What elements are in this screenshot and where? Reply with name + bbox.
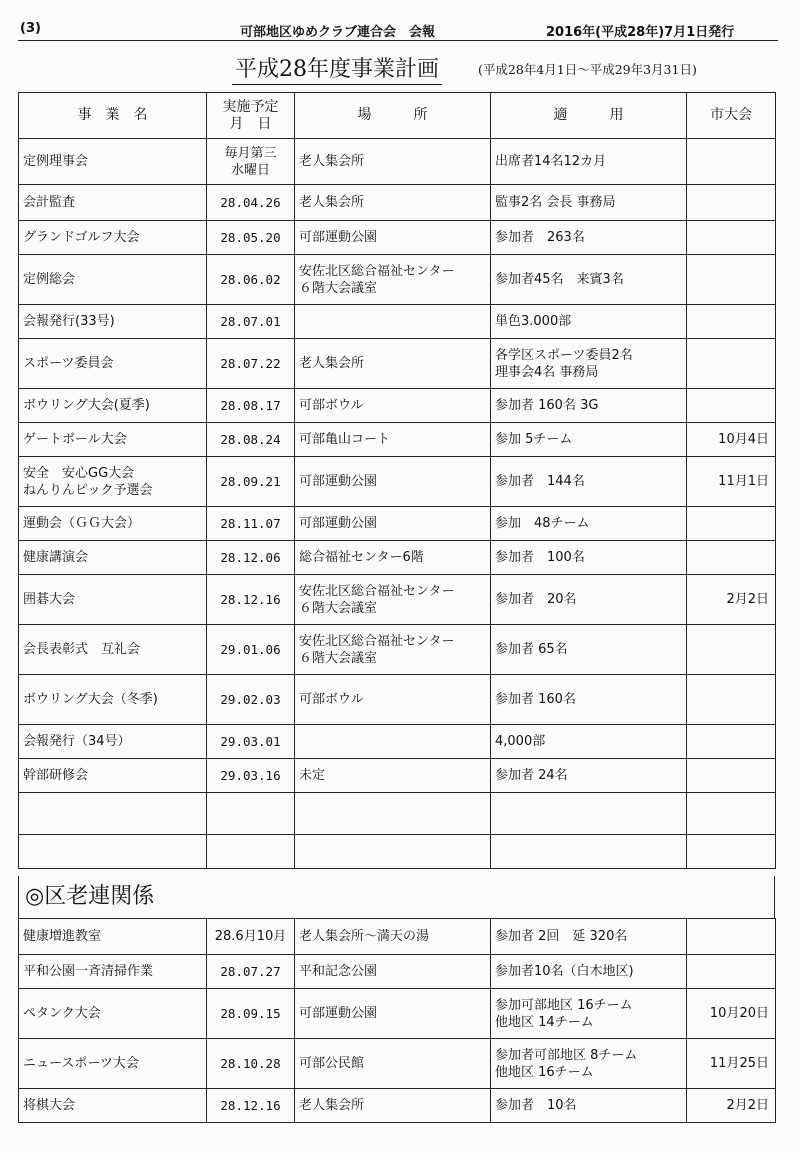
event-name-cell (19, 423, 207, 457)
city-tournament-cell (687, 305, 776, 339)
event-name-line: 健康増進教室 (23, 929, 102, 944)
date-line: 28.07.01 (220, 314, 281, 329)
place-line: 可部亀山コート (299, 432, 391, 447)
table-row (19, 575, 776, 625)
date-cell (207, 1089, 295, 1123)
notes-cell (491, 675, 687, 725)
event-name-cell (19, 457, 207, 507)
event-name-line: ゲートボール大会 (23, 432, 127, 447)
header-place: 場 所 (295, 93, 491, 139)
date-cell (207, 725, 295, 759)
place-cell (295, 457, 491, 507)
event-name-cell (19, 507, 207, 541)
date-line: 水曜日 (230, 162, 270, 178)
date-cell (207, 139, 295, 185)
date-cell (207, 759, 295, 793)
notes-line: 単色3.000部 (495, 314, 572, 329)
notes-line: 参加者 100名 (495, 550, 585, 565)
notes-cell (491, 255, 687, 305)
place-cell (295, 185, 491, 221)
place-cell (295, 541, 491, 575)
city-tournament-cell (687, 675, 776, 725)
date-cell (207, 457, 295, 507)
place-line: 老人集会所 (299, 195, 365, 210)
city-tournament-cell (687, 955, 776, 989)
place-cell (295, 793, 491, 835)
date-cell (207, 423, 295, 457)
place-cell (295, 955, 491, 989)
notes-cell (491, 339, 687, 389)
event-name-line: 将棋大会 (23, 1098, 76, 1113)
event-name-cell (19, 1089, 207, 1123)
place-cell (295, 919, 491, 955)
event-name-line: ニュースポーツ大会 (23, 1056, 139, 1071)
place-line: 未定 (299, 768, 326, 783)
table-row (19, 1039, 776, 1089)
table-row (19, 339, 776, 389)
place-line: 可部ボウル (299, 398, 364, 413)
notes-line: 参加者 20名 (495, 592, 577, 607)
notes-cell (491, 423, 687, 457)
place-cell (295, 1089, 491, 1123)
table-row (19, 255, 776, 305)
issue-date: 2016年(平成28年)7月1日発行 (546, 25, 735, 40)
notes-line: 参加可部地区 16チーム (495, 997, 633, 1013)
place-cell (295, 625, 491, 675)
notes-cell (491, 835, 687, 869)
date-line: 29.03.16 (220, 768, 281, 783)
notes-line: 4,000部 (495, 734, 546, 749)
table-row (19, 389, 776, 423)
event-name-cell (19, 625, 207, 675)
event-name-line: 会報発行（34号） (23, 734, 131, 749)
place-cell (295, 675, 491, 725)
place-line: 総合福祉センター6階 (299, 550, 424, 565)
event-name-cell (19, 185, 207, 221)
place-line: 可部ボウル (299, 692, 364, 707)
date-cell (207, 389, 295, 423)
city-tournament-cell: 2月2日 (687, 575, 776, 625)
event-name-cell (19, 919, 207, 955)
page-title: 平成28年度事業計画 (232, 52, 442, 85)
city-tournament-cell (687, 221, 776, 255)
place-line: ６階大会議室 (299, 600, 378, 616)
date-cell (207, 507, 295, 541)
date-cell (207, 989, 295, 1039)
place-line: 老人集会所 (299, 356, 365, 371)
table-row (19, 541, 776, 575)
date-cell (207, 835, 295, 869)
notes-cell (491, 919, 687, 955)
event-name-cell (19, 835, 207, 869)
place-line: 安佐北区総合福祉センター (299, 263, 455, 279)
event-name-cell (19, 793, 207, 835)
notes-line: 参加者 160名 3G (495, 398, 599, 413)
city-tournament-cell (687, 507, 776, 541)
event-name-line: 平和公園一斉清掃作業 (23, 964, 154, 979)
notes-line: 各学区スポーツ委員2名 (495, 347, 633, 363)
table-row (19, 759, 776, 793)
event-name-line: 健康講演会 (23, 550, 89, 565)
event-name-line: ボウリング大会(夏季) (23, 398, 150, 413)
notes-line: 参加 5チーム (495, 432, 573, 447)
event-name-line: スポーツ委員会 (23, 356, 114, 371)
place-line: 安佐北区総合福祉センター (299, 583, 455, 599)
event-name-cell (19, 221, 207, 255)
place-line: 可部運動公園 (299, 516, 378, 531)
section-ward-association: ◎区老連関係 (18, 876, 775, 918)
notes-line: 他地区 16チーム (495, 1064, 594, 1080)
notes-cell (491, 725, 687, 759)
header-date-line-1: 実施予定 (222, 98, 279, 115)
newsletter-name: 可部地区ゆめクラブ連合会 会報 (240, 25, 436, 40)
event-name-line: ペタンク大会 (23, 1006, 101, 1021)
notes-cell (491, 139, 687, 185)
event-name-line: 会計監査 (23, 195, 76, 210)
date-line: 28.08.24 (220, 432, 281, 447)
event-name-cell (19, 139, 207, 185)
date-line: 28.09.21 (220, 474, 281, 489)
date-cell (207, 1039, 295, 1089)
city-tournament-cell: 11月25日 (687, 1039, 776, 1089)
table-row (19, 221, 776, 255)
notes-cell (491, 221, 687, 255)
notes-cell (491, 507, 687, 541)
table-row (19, 625, 776, 675)
notes-line: 参加 48チーム (495, 516, 590, 531)
city-tournament-cell (687, 793, 776, 835)
date-cell (207, 339, 295, 389)
place-line: 可部運動公園 (299, 1006, 378, 1021)
table-header-row (19, 93, 776, 139)
table-row (19, 955, 776, 989)
event-name-cell (19, 989, 207, 1039)
city-tournament-cell (687, 835, 776, 869)
date-line: 29.03.01 (220, 734, 281, 749)
notes-cell (491, 305, 687, 339)
date-cell (207, 185, 295, 221)
notes-line: 出席者14名12カ月 (495, 154, 607, 169)
date-line: 28.12.16 (220, 592, 281, 607)
date-cell (207, 221, 295, 255)
date-line: 28.10.28 (220, 1056, 281, 1071)
event-name-cell (19, 575, 207, 625)
notes-cell (491, 989, 687, 1039)
city-tournament-cell (687, 725, 776, 759)
date-cell (207, 919, 295, 955)
event-name-cell (19, 339, 207, 389)
place-line: 可部運動公園 (299, 230, 378, 245)
ward-table (18, 918, 776, 1123)
place-cell (295, 339, 491, 389)
date-line: 28.09.15 (220, 1006, 281, 1021)
place-line: 安佐北区総合福祉センター (299, 633, 455, 649)
place-line: ６階大会議室 (299, 650, 378, 666)
place-line: 老人集会所 (299, 154, 365, 169)
notes-line: 理事会4名 事務局 (495, 364, 599, 380)
page-header (18, 18, 778, 41)
event-name-cell (19, 725, 207, 759)
date-line: 28.05.20 (220, 230, 281, 245)
city-tournament-cell: 10月20日 (687, 989, 776, 1039)
date-cell (207, 255, 295, 305)
place-line: ６階大会議室 (299, 280, 378, 296)
table-row (19, 185, 776, 221)
date-line: 29.01.06 (220, 642, 281, 657)
notes-cell (491, 1039, 687, 1089)
table-row (19, 675, 776, 725)
notes-cell (491, 389, 687, 423)
city-tournament-cell (687, 339, 776, 389)
place-cell (295, 423, 491, 457)
table-row (19, 919, 776, 955)
place-cell (295, 507, 491, 541)
date-cell (207, 793, 295, 835)
date-cell (207, 305, 295, 339)
place-cell (295, 989, 491, 1039)
table-row (19, 1089, 776, 1123)
place-cell (295, 725, 491, 759)
date-line: 28.06.02 (220, 272, 281, 287)
place-cell (295, 139, 491, 185)
event-name-line: グランドゴルフ大会 (23, 230, 140, 245)
event-name-cell (19, 389, 207, 423)
city-tournament-cell (687, 185, 776, 221)
city-tournament-cell (687, 625, 776, 675)
table-row (19, 725, 776, 759)
date-line: 28.12.16 (220, 1098, 281, 1113)
header-event-name: 事 業 名 (19, 93, 207, 139)
date-line: 28.04.26 (220, 195, 281, 210)
city-tournament-cell (687, 139, 776, 185)
city-tournament-cell (687, 541, 776, 575)
table-row (19, 793, 776, 835)
notes-cell (491, 575, 687, 625)
event-name-line: ボウリング大会（冬季) (23, 692, 158, 707)
table-row (19, 507, 776, 541)
place-cell (295, 1039, 491, 1089)
event-name-line: ねんりんピック予選会 (23, 482, 153, 498)
city-tournament-cell (687, 389, 776, 423)
notes-line: 参加者 24名 (495, 768, 568, 783)
city-tournament-cell: 2月2日 (687, 1089, 776, 1123)
event-name-line: 定例理事会 (23, 154, 89, 169)
notes-cell (491, 955, 687, 989)
notes-cell (491, 457, 687, 507)
table-row (19, 989, 776, 1039)
event-name-cell (19, 255, 207, 305)
notes-line: 参加者45名 来賓3名 (495, 272, 624, 287)
table-row (19, 305, 776, 339)
place-cell (295, 389, 491, 423)
event-name-line: 運動会（ＧＧ大会） (23, 516, 141, 531)
event-name-line: 会報発行(33号) (23, 314, 115, 329)
date-line: 毎月第三 (224, 145, 277, 161)
date-line: 28.11.07 (220, 516, 281, 531)
place-cell (295, 221, 491, 255)
place-line: 平和記念公園 (299, 964, 378, 979)
place-cell (295, 575, 491, 625)
place-line: 可部公民館 (299, 1056, 365, 1071)
notes-line: 参加者 2回 延 320名 (495, 929, 628, 944)
place-line: 老人集会所 (299, 1098, 365, 1113)
city-tournament-cell (687, 919, 776, 955)
notes-line: 参加者10名（白木地区) (495, 964, 634, 979)
event-name-cell (19, 955, 207, 989)
date-line: 29.02.03 (220, 692, 281, 707)
event-name-cell (19, 541, 207, 575)
table-row (19, 423, 776, 457)
date-line: 28.07.27 (220, 964, 281, 979)
city-tournament-cell (687, 759, 776, 793)
notes-line: 参加者 65名 (495, 642, 568, 657)
event-name-line: 安全 安心GG大会 (23, 465, 135, 481)
header-date-line-2: 月 日 (229, 115, 272, 132)
place-line: 老人集会所～満天の湯 (299, 929, 430, 944)
event-name-cell (19, 759, 207, 793)
event-name-line: 幹部研修会 (23, 768, 89, 783)
date-line: 28.6月10月 (214, 929, 287, 944)
notes-cell (491, 759, 687, 793)
date-line: 28.07.22 (220, 356, 281, 371)
event-name-cell (19, 675, 207, 725)
notes-line: 他地区 14チーム (495, 1014, 594, 1030)
plan-table (18, 92, 776, 869)
notes-cell (491, 185, 687, 221)
header-city-tournament: 市大会 (687, 93, 776, 139)
date-cell (207, 541, 295, 575)
notes-line: 監事2名 会長 事務局 (495, 195, 616, 210)
event-name-cell (19, 1039, 207, 1089)
notes-cell (491, 1089, 687, 1123)
notes-cell (491, 541, 687, 575)
place-cell (295, 255, 491, 305)
date-cell (207, 675, 295, 725)
page-number: (3) (20, 21, 41, 36)
table-row (19, 835, 776, 869)
header-scheduled-date (207, 93, 295, 139)
place-line: 可部運動公園 (299, 474, 378, 489)
notes-line: 参加者 144名 (495, 474, 585, 489)
event-name-cell (19, 305, 207, 339)
city-tournament-cell: 10月4日 (687, 423, 776, 457)
notes-line: 参加者 160名 (495, 692, 576, 707)
table-row (19, 457, 776, 507)
event-name-line: 会長表彰式 互礼会 (23, 642, 141, 657)
notes-cell (491, 625, 687, 675)
date-cell (207, 955, 295, 989)
notes-cell (491, 793, 687, 835)
notes-line: 参加者 263名 (495, 230, 585, 245)
place-cell (295, 305, 491, 339)
city-tournament-cell: 11月1日 (687, 457, 776, 507)
date-cell (207, 575, 295, 625)
date-line: 28.08.17 (220, 398, 281, 413)
notes-line: 参加者可部地区 8チーム (495, 1047, 638, 1063)
notes-line: 参加者 10名 (495, 1098, 577, 1113)
place-cell (295, 759, 491, 793)
place-cell (295, 835, 491, 869)
header-notes: 適 用 (491, 93, 687, 139)
title-row (0, 52, 800, 88)
event-name-line: 定例総会 (23, 272, 76, 287)
date-cell (207, 625, 295, 675)
table-row (19, 139, 776, 185)
date-line: 28.12.06 (220, 550, 281, 565)
event-name-line: 囲碁大会 (23, 592, 76, 607)
fiscal-period: (平成28年4月1日～平成29年3月31日) (478, 62, 697, 77)
city-tournament-cell (687, 255, 776, 305)
